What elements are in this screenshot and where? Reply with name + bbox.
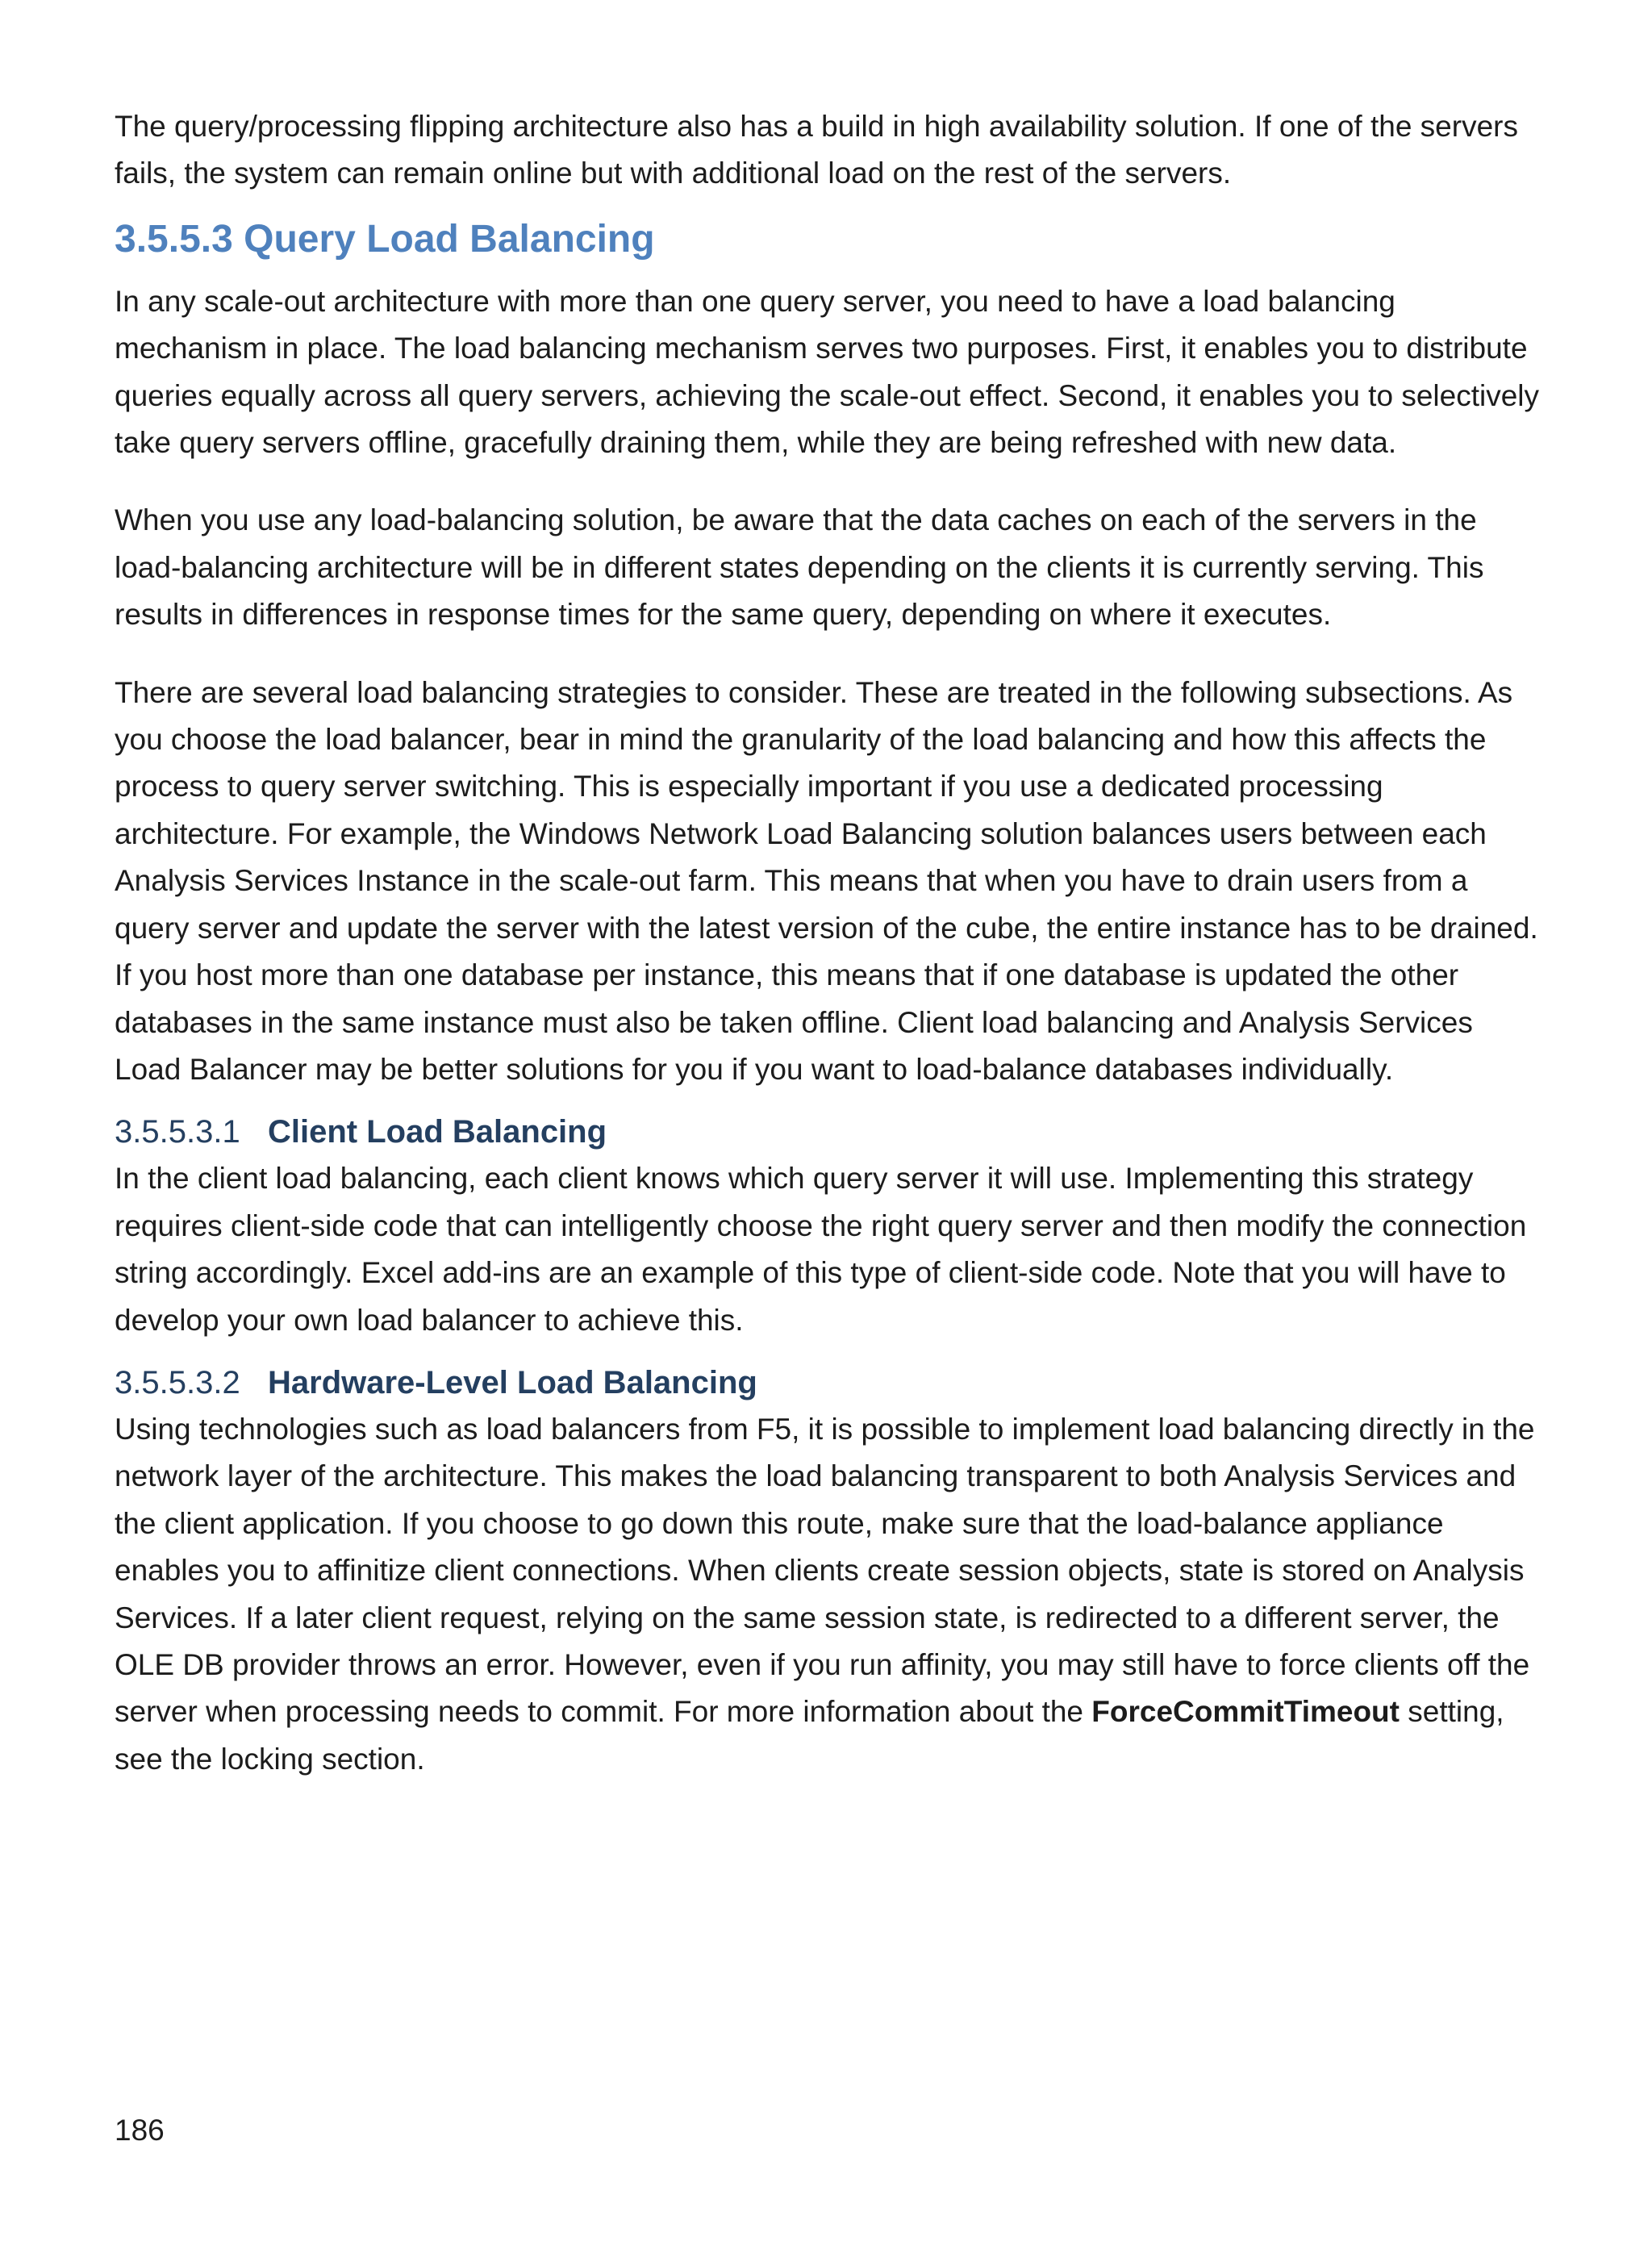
- paragraph-text: Using technologies such as load balancers from F5, it is possible to implement load balancing directly in the network layer of the architecture. This makes the load balancing transparent to both Analysis Services and the client application. If you choose to go down this route, make sure that the load-balance appliance enables you to affinitize client connections. When clients create session objects, state is stored on Analysis Services. If a later client request, relying on the same session state, is redirected to a different server, the OLE DB provider throws an error. However, even if you run affinity, you may still have to force clients off the server when processing needs to commit. For more information about the: [115, 1412, 1535, 1729]
- section-paragraph-3: There are several load balancing strategies to consider. These are treated in the following subsections. As you choose the load balancer, bear in mind the granularity of the load balancing and how this affects the process to query server switching. This is especially important if you use a dedicated processing architecture. For example, the Windows Network Load Balancing solution balances users between each Analysis Services Instance in the scale-out farm. This means that when you have to drain users from a query server and update the server with the latest version of the cube, the entire instance has to be drained. If you host more than one database per instance, this means that if one database is updated the other databases in the same instance must also be taken offline. Client load balancing and Analysis Services Load Balancer may be better solutions for you if you want to load-balance databases individually.: [115, 675, 1538, 1086]
- paragraph-spacer: [115, 639, 1546, 670]
- subsection-heading-hardware: [115, 1359, 1546, 1406]
- subsection-title: Hardware-Level Load Balancing: [268, 1364, 757, 1400]
- section-paragraph-1: In any scale-out architecture with more than one query server, you need to have a load balancing mechanism in place. The load balancing mechanism serves two purposes. First, it enables you to distribute queries equally across all query servers, achieving the scale-out effect. Second, it enables you to selectively take query servers offline, gracefully draining them, while they are being refreshed with new data.: [115, 284, 1539, 460]
- document-page: [115, 103, 1546, 1783]
- intro-paragraph: The query/processing flipping architecture also has a build in high availability solution. If one of the servers fails, the system can remain online but with additional load on the rest of the servers.: [115, 110, 1518, 190]
- subsection-number: 3.5.5.3.1: [115, 1114, 240, 1150]
- page-number: 186: [115, 2114, 165, 2147]
- subsection-paragraph-client: In the client load balancing, each client knows which query server it will use. Implementing this strategy requires client-side code that can intelligently choose the right query server and then modify the connection string accordingly. Excel add-ins are an example of this type of client-side code. Note that you will have to develop your own load balancer to achieve this.: [115, 1162, 1527, 1337]
- subsection-title: Client Load Balancing: [268, 1114, 607, 1150]
- section-paragraph-2: When you use any load-balancing solution, be aware that the data caches on each of the servers in the load-balancing architecture will be in different states depending on the clients it is currently serving. This results in differences in response times for the same query, depending on where it executes.: [115, 503, 1484, 632]
- subsection-heading-client: [115, 1108, 1546, 1155]
- paragraph-text: setting, see the locking section.: [115, 1695, 1504, 1776]
- setting-name: ForceCommitTimeout: [1091, 1695, 1400, 1729]
- paragraph-spacer: [115, 466, 1546, 497]
- subsection-paragraph-hardware: [115, 1406, 1546, 1783]
- section-heading: 3.5.5.3 Query Load Balancing: [115, 217, 655, 261]
- subsection-number: 3.5.5.3.2: [115, 1364, 240, 1400]
